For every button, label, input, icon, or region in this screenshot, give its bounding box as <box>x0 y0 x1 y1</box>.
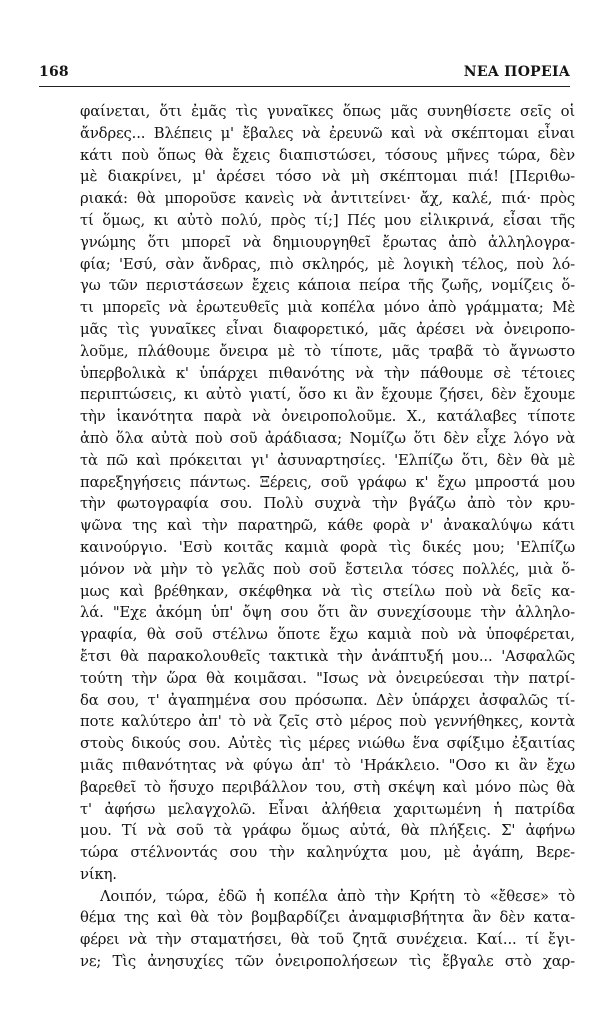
text-line: ψῶνα της καὶ τὴν παρατηρῶ, κάθε φορὰ ν' ἀνακαλύψω κάτι <box>80 517 575 535</box>
body-text <box>80 101 575 973</box>
text-line: τούτη τὴν ὥρα θὰ κοιμᾶσαι. "Ισως νὰ ὀνειρεύεσαι τὴν πατρί- <box>80 669 575 687</box>
text-line: Λοιπόν, τώρα, ἐδῶ ἡ κοπέλα ἀπὸ τὴν Κρήτη τὸ «ἔθεσε» τὸ <box>100 887 575 905</box>
text-line: νε; Τὶς ἀνησυχίες τῶν ὀνειροπολήσεων τὶς ἔβγαλε στὸ χαρ- <box>80 953 575 971</box>
text-line: ποτε καλύτερο ἀπ' τὸ νὰ ζεῖς στὸ μέρος ποὺ γεννήθηκες, κοντὰ <box>80 713 575 731</box>
text-line: λοῦμε, πλάθουμε ὄνειρα μὲ τὸ τίποτε, μᾶς τραβᾶ τὸ ἄγνωστο <box>80 342 575 360</box>
text-line: μου. Τί νὰ σοῦ τὰ γράφω ὅμως αὐτά, θὰ πλήξεις. Σ' ἀφήνω <box>80 822 575 840</box>
text-line: τι μπορεῖς νὰ ἐρωτευθεῖς μιὰ κοπέλα μόνο ἀπὸ γράμματα; Μὲ <box>80 299 575 317</box>
text-line: ριακά: θὰ μποροῦσε κανεὶς νὰ ἀντιτείνει· ἄχ, καλέ, πιά· πρὸς <box>80 190 575 208</box>
text-line: τὴν ἱκανότητα παρὰ νὰ ὀνειροπολοῦμε. Χ., κατάλαβες τίποτε <box>80 408 575 426</box>
text-line: παρεξηγήσεις πάντως. Ξέρεις, σοῦ γράφω κ' ἔχω μπροστά μου <box>80 473 575 491</box>
text-line: κάτι ποὺ ὅπως θὰ ἔχεις διαπιστώσει, τόσους μῆνες τώρα, δὲν <box>80 146 575 164</box>
text-line: φία; 'Εσύ, σὰν ἄνδρας, πιὸ σκληρός, μὲ λογικὴ τέλος, ποὺ λό- <box>80 255 575 273</box>
running-title: ΝΕΑ ΠΟΡΕΙΑ <box>463 64 570 80</box>
text-line: τί ὅμως, κι αὐτὸ πολύ, πρὸς τί;] Πές μου εἰλικρινά, εἶσαι τῆς <box>80 211 575 229</box>
text-line: φαίνεται, ὅτι ἐμᾶς τὶς γυναῖκες ὅπως μᾶς συνηθίσετε σεῖς οἱ <box>80 103 575 120</box>
text-line: τὰ πῶ καὶ πρόκειται γι' ἀσυναρτησίες. 'Ελπίζω ὅτι, δὲν θὰ μὲ <box>80 451 575 469</box>
text-line: ὑπερβολικὰ κ' ὑπάρχει πιθανότης νὰ τὴν πάθουμε σὲ τέτοιες <box>80 364 575 382</box>
text-line: ἀπὸ ὅλα αὐτὰ ποὺ σοῦ ἀράδιασα; Νομίζω ὅτι δὲν εἶχε λόγο νὰ <box>80 429 575 447</box>
page-number: 168 <box>39 64 69 80</box>
text-line: μὲ διακρίνει, μ' ἀρέσει τόσο νὰ μὴ σκέπτομαι πιά! [Περιθω- <box>80 168 575 186</box>
text-line: δα σου, τ' ἀγαπημένα σου πρόσωπα. Δὲν ὑπάρχει ἀσφαλῶς τί- <box>80 691 575 709</box>
text-line: τ' ἀφήσω μελαγχολῶ. Εἶναι ἀλήθεια χαριτωμένη ἡ πατρίδα <box>80 800 575 818</box>
text-line: βαρεθεῖ τὸ ἥσυχο περιβάλλον του, στὴ σκέψη καὶ μόνο πὼς θὰ <box>80 778 575 796</box>
text-line: λά. "Εχε ἀκόμη ὑπ' ὄψη σου ὅτι ἂν συνεχίσουμε τὴν ἀλληλο- <box>80 604 575 622</box>
text-line: τώρα στέλνοντάς σου τὴν καληνύχτα μου, μὲ ἀγάπη, Βερε- <box>80 844 575 862</box>
text-line: ἔτσι θὰ παρακολουθεῖς τακτικὰ τὴν ἀνάπτυξή μου... 'Ασφαλῶς <box>80 647 575 665</box>
text-line: τὴν φωτογραφία σου. Πολὺ συχνὰ τὴν βγάζω ἀπὸ τὸν κρυ- <box>80 495 575 513</box>
text-line: θέμα της καὶ θὰ τὸν βομβαρδίζει ἀναμφισβήτητα ἂν δὲν κατα- <box>80 909 575 927</box>
text-line: περιπτώσεις, κι αὐτὸ γιατί, ὅσο κι ἂν ἔχουμε ζήσει, δὲν ἔχουμε <box>80 386 575 404</box>
text-line: μᾶς τὶς γυναῖκες εἶναι διαφορετικό, μᾶς ἀρέσει νὰ ὀνειροπο- <box>80 320 575 338</box>
page-header <box>39 64 570 87</box>
text-line: φέρει νὰ τὴν σταματήσει, θὰ τοῦ ζητᾶ συνέχεια. Καί... τί ἔγι- <box>80 931 575 949</box>
text-line: γω τῶν περιστάσεων ἔχεις κάποια πείρα τῆς ζωῆς, νομίζεις ὅ- <box>80 277 575 295</box>
text-line: νίκη. <box>80 865 117 883</box>
text-line: μόνον νὰ μὴν τὸ γελᾶς ποὺ σοῦ ἔστειλα τόσες πολλές, μιὰ ὅ- <box>80 560 575 578</box>
text-line: στοὺς δικούς σου. Αὐτὲς τὶς μέρες νιώθω ἕνα σφίξιμο ἐξαιτίας <box>80 735 575 753</box>
text-line: γνώμης ὅτι μπορεῖ νὰ δημιουργηθεῖ ἔρωτας ἀπὸ ἀλληλογρα- <box>80 233 575 251</box>
text-line: μως καὶ βρέθηκαν, σκέφθηκα νὰ τὶς στείλω ποὺ νὰ δεῖς κα- <box>80 582 575 600</box>
text-line: μιᾶς πιθανότητας νὰ φύγω ἀπ' τὸ 'Ηράκλειο. "Οσο κι ἂν ἔχω <box>80 756 575 774</box>
text-line: ἄνδρες... Βλέπεις μ' ἔβαλες νὰ ἐρευνῶ καὶ νὰ σκέπτομαι εἶναι <box>80 124 575 142</box>
text-line: γραφία, θὰ σοῦ στέλνω ὅποτε ἔχω καμιὰ ποὺ νὰ ὑποφέρεται, <box>80 626 575 644</box>
text-line: καινούργιο. 'Εσὺ κοιτᾶς καμιὰ φορὰ τὶς δικές μου; 'Ελπίζω <box>80 538 575 556</box>
